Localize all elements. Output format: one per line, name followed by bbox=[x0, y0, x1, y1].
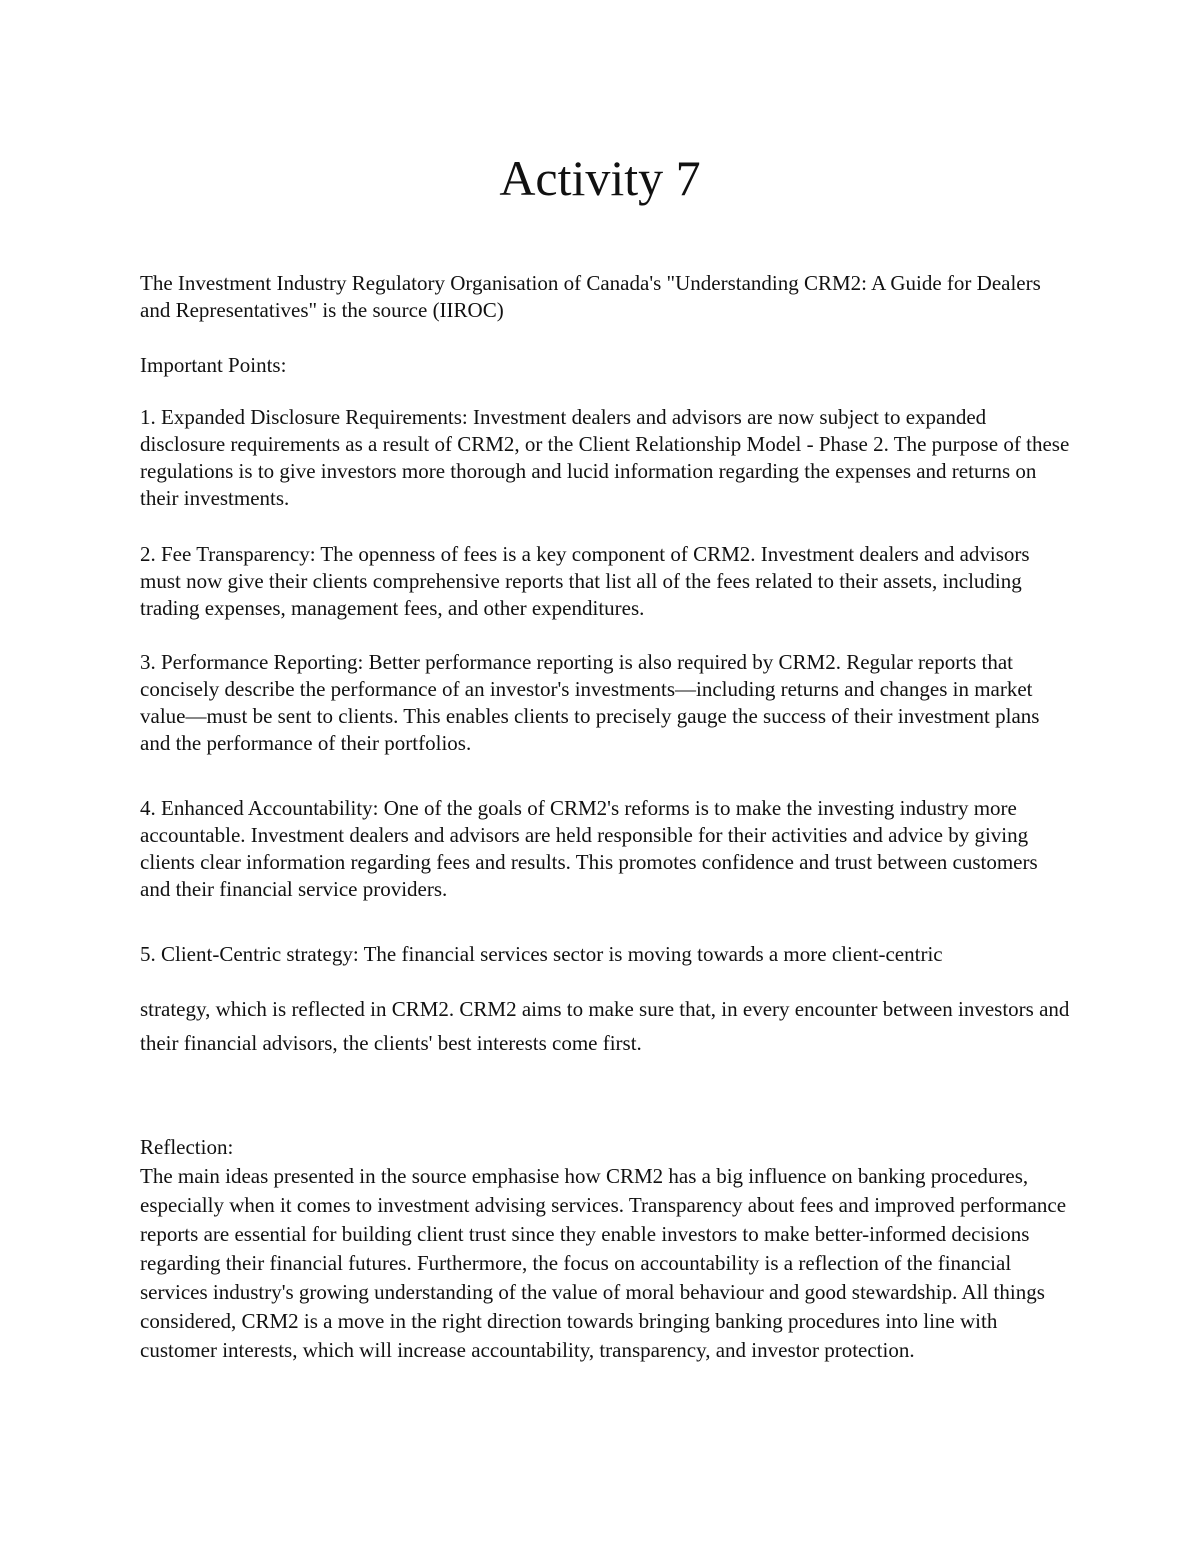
point-performance-reporting: 3. Performance Reporting: Better performance reporting is also required by CRM2. Regular reports that concisely describe the performance of an investor's investments—including returns and changes in market value—must be sent to clients. This enables clients to precisely gauge the success of their investment plans and the performance of their portfolios. bbox=[140, 650, 1040, 755]
reflection-text: The main ideas presented in the source emphasise how CRM2 has a big influence on banking procedures, especially when it comes to investment advising services. Transparency about fees and improved performance reports are essential for building client trust since they enable investors to make better-informed decisions regarding their financial futures. Furthermore, the focus on accountability is a reflection of the financial services industry's growing understanding of the value of moral behaviour and good stewardship. All things considered, CRM2 is a move in the right direction towards bringing banking procedures into line with customer interests, which will increase accountability, transparency, and investor protection. bbox=[140, 1164, 1067, 1362]
source-citation: The Investment Industry Regulatory Organisation of Canada's "Understanding CRM2: A Guide for Dealers and Representatives" is the source (IIROC) bbox=[140, 271, 1041, 322]
reflection-section bbox=[140, 1133, 1070, 1365]
point-fee-transparency: 2. Fee Transparency: The openness of fees is a key component of CRM2. Investment dealers and advisors must now give their clients comprehensive reports that list all of the fees related to their assets, including trading expenses, management fees, and other expenditures. bbox=[140, 542, 1030, 620]
reflection-heading: Reflection: bbox=[140, 1135, 234, 1159]
point-enhanced-accountability: 4. Enhanced Accountability: One of the goals of CRM2's reforms is to make the investing industry more accountable. Investment dealers and advisors are held responsible for their activities and advice by giving clients clear information regarding fees and results. This promotes confidence and trust between customers and their financial service providers. bbox=[140, 796, 1038, 901]
point-client-centric-first-line: 5. Client-Centric strategy: The financial services sector is moving towards a more client-centric bbox=[140, 942, 943, 966]
point-client-centric-continuation: strategy, which is reflected in CRM2. CRM2 aims to make sure that, in every encounter between investors and their financial advisors, the clients' best interests come first. bbox=[140, 997, 1070, 1055]
important-points-heading: Important Points: bbox=[140, 353, 287, 377]
document-title: Activity 7 bbox=[499, 150, 701, 206]
point-expanded-disclosure: 1. Expanded Disclosure Requirements: Investment dealers and advisors are now subject to expanded disclosure requirements as a result of CRM2, or the Client Relationship Model - Phase 2. The purpose of these regulations is to give investors more thorough and lucid information regarding the expenses and returns on their investments. bbox=[140, 405, 1070, 510]
